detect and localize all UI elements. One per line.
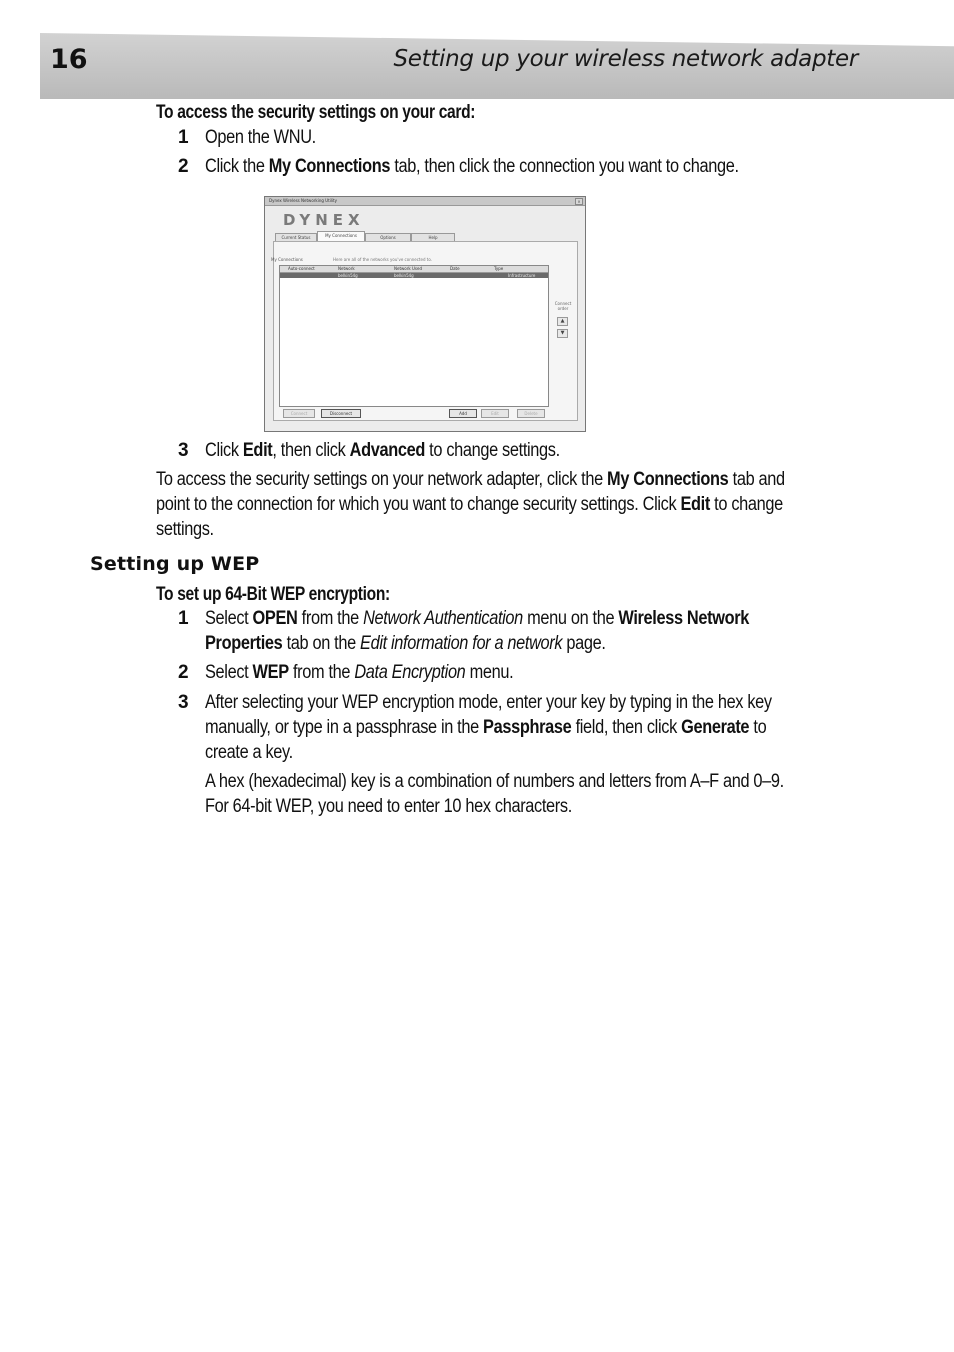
tab-current-status[interactable]: Current Status — [275, 233, 317, 241]
step-number: 2 — [178, 156, 189, 177]
close-icon[interactable]: × — [575, 198, 583, 205]
disconnect-button[interactable]: Disconnect — [321, 409, 361, 418]
tab-my-connections[interactable]: My Connections — [317, 231, 365, 241]
page-number: 16 — [50, 44, 88, 75]
move-down-button[interactable]: ▼ — [557, 329, 568, 338]
step-text: Click Edit, then click Advanced to change settings. — [205, 440, 560, 461]
edit-button[interactable]: Edit — [481, 409, 509, 418]
section-title: Setting up WEP — [90, 553, 260, 575]
running-head-title: Setting up your wireless network adapter — [393, 46, 858, 72]
paragraph-line: point to the connection for which you want to change security settings. Click Edit to change — [156, 494, 783, 515]
table-cell: Infrastructure — [508, 273, 536, 278]
paragraph-line: To access the security settings on your network adapter, click the My Connections tab and — [156, 469, 785, 490]
column-header[interactable]: Date — [450, 266, 460, 271]
section1-heading: To access the security settings on your card: — [156, 102, 476, 123]
section2-heading: To set up 64-Bit WEP encryption: — [156, 584, 390, 605]
step-text: Open the WNU. — [205, 127, 316, 148]
step-text: Properties tab on the Edit information for a network page. — [205, 633, 606, 654]
step-number: 2 — [178, 662, 189, 683]
column-header[interactable]: Auto-connect — [288, 266, 315, 271]
table-cell: belkin54g — [338, 273, 358, 278]
paragraph-line: settings. — [156, 519, 214, 540]
column-header[interactable]: Type — [494, 266, 504, 271]
connect-order-label: Connect order — [554, 301, 572, 311]
note-text: For 64-bit WEP, you need to enter 10 hex characters. — [205, 796, 572, 817]
step-text: Click the My Connections tab, then click the connection you want to change. — [205, 156, 739, 177]
column-header[interactable]: Network Used — [394, 266, 422, 271]
column-header[interactable]: Network — [338, 266, 355, 271]
step-text: Select OPEN from the Network Authentication menu on the Wireless Network — [205, 608, 749, 629]
wnu-screenshot — [264, 196, 586, 432]
table-cell: belkin54g — [394, 273, 414, 278]
move-up-button[interactable]: ▲ — [557, 317, 568, 326]
delete-button[interactable]: Delete — [517, 409, 545, 418]
table-row[interactable] — [280, 273, 548, 278]
tab-help[interactable]: Help — [411, 233, 455, 241]
note-text: A hex (hexadecimal) key is a combination of numbers and letters from A–F and 0–9. — [205, 771, 784, 792]
connect-button[interactable]: Connect — [283, 409, 315, 418]
connections-table — [279, 265, 549, 407]
step-text: After selecting your WEP encryption mode, enter your key by typing in the hex key — [205, 692, 772, 713]
step-text: create a key. — [205, 742, 293, 763]
step-number: 1 — [178, 608, 189, 629]
group-label: My Connections — [271, 257, 303, 262]
step-number: 1 — [178, 127, 189, 148]
dynex-logo: DYNEX — [283, 211, 365, 229]
table-header — [280, 266, 548, 273]
window-titlebar — [265, 197, 585, 206]
group-note: Here are all of the networks you've connected to. — [333, 257, 432, 262]
step-text: Select WEP from the Data Encryption menu. — [205, 662, 514, 683]
step-text: manually, or type in a passphrase in the Passphrase field, then click Generate to — [205, 717, 767, 738]
tab-options[interactable]: Options — [365, 233, 411, 241]
step-number: 3 — [178, 440, 189, 461]
window-title: Dynex Wireless Networking Utility — [269, 198, 337, 203]
step-number: 3 — [178, 692, 189, 713]
add-button[interactable]: Add — [449, 409, 477, 418]
